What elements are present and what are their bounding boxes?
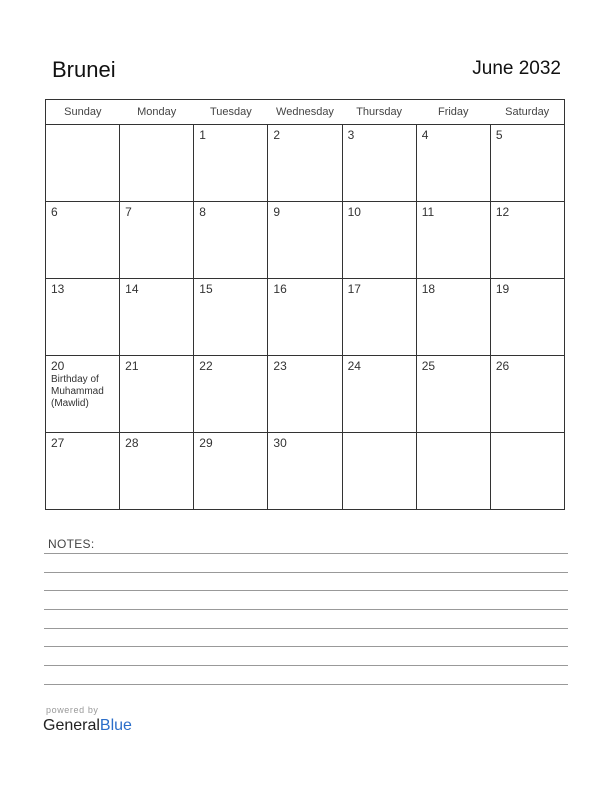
- day-number: 24: [347, 359, 361, 373]
- day-number: 6: [51, 205, 58, 219]
- day-cell: [268, 433, 342, 510]
- note-line: [44, 684, 568, 685]
- day-number: 14: [125, 282, 139, 296]
- day-number: 4: [421, 128, 429, 142]
- weekday-saturday: Saturday: [490, 100, 564, 125]
- day-number: 26: [495, 359, 510, 373]
- day-cell: [46, 279, 120, 356]
- week-row: [46, 125, 565, 202]
- day-number: 18: [421, 282, 436, 296]
- note-line: [44, 646, 568, 647]
- day-cell: [416, 356, 490, 433]
- day-number: 22: [199, 359, 213, 373]
- day-cell: [416, 279, 490, 356]
- day-cell: [268, 356, 342, 433]
- day-number: 29: [199, 436, 213, 450]
- generalblue-logo: [43, 717, 132, 735]
- day-number: 16: [273, 282, 287, 296]
- note-line: [44, 590, 568, 591]
- day-cell: [46, 202, 120, 279]
- week-row: [46, 356, 565, 433]
- day-cell: [46, 125, 120, 202]
- day-cell: [416, 433, 490, 510]
- week-row: [46, 279, 565, 356]
- day-number: 1: [199, 128, 206, 142]
- day-cell: [194, 279, 268, 356]
- day-number: 2: [273, 128, 281, 142]
- day-cell: [120, 433, 194, 510]
- day-number: 9: [273, 205, 281, 219]
- brand-general: General: [43, 717, 100, 734]
- weekday-tuesday: Tuesday: [194, 100, 268, 125]
- day-cell: [490, 202, 564, 279]
- country-title: Brunei: [52, 57, 116, 82]
- day-cell: [342, 125, 416, 202]
- weekday-friday: Friday: [416, 100, 490, 125]
- brand-blue: Blue: [99, 717, 132, 734]
- day-cell: [120, 125, 194, 202]
- note-line: [44, 628, 568, 629]
- day-number: 10: [347, 205, 361, 219]
- day-number: 7: [125, 205, 132, 219]
- weekday-monday: Monday: [120, 100, 194, 125]
- day-cell: [268, 279, 342, 356]
- day-cell: [268, 125, 342, 202]
- day-number: 21: [125, 359, 139, 373]
- day-number: 11: [421, 205, 435, 219]
- week-row: [46, 202, 565, 279]
- holiday-label: Birthday of Muhammad (Mawlid): [51, 374, 104, 409]
- day-cell: [416, 125, 490, 202]
- weekday-header-row: [46, 100, 565, 125]
- day-number: 5: [495, 128, 503, 142]
- powered-by-text: powered by: [46, 705, 99, 715]
- day-cell: [342, 279, 416, 356]
- day-cell: [342, 356, 416, 433]
- day-number: 27: [51, 436, 65, 450]
- day-cell: [490, 125, 564, 202]
- day-number: 8: [199, 205, 206, 219]
- day-number: 25: [421, 359, 436, 373]
- day-cell: [490, 279, 564, 356]
- note-line: [44, 572, 568, 573]
- note-line: [44, 609, 568, 610]
- day-cell: [490, 433, 564, 510]
- day-cell: [194, 202, 268, 279]
- day-cell: [120, 279, 194, 356]
- note-line: [44, 553, 568, 554]
- day-number: 13: [51, 282, 65, 296]
- week-row: [46, 433, 565, 510]
- day-number: 3: [347, 128, 355, 142]
- day-cell: [342, 202, 416, 279]
- day-cell: [120, 356, 194, 433]
- day-cell: [342, 433, 416, 510]
- day-cell: [194, 356, 268, 433]
- calendar-grid: [45, 99, 565, 510]
- note-line: [44, 665, 568, 666]
- day-cell: [490, 356, 564, 433]
- month-title: June 2032: [472, 58, 561, 79]
- day-number: 28: [125, 436, 139, 450]
- day-cell: [46, 356, 120, 433]
- weekday-wednesday: Wednesday: [268, 100, 342, 125]
- notes-label: NOTES:: [48, 537, 95, 551]
- day-number: 17: [347, 282, 361, 296]
- day-cell: [46, 433, 120, 510]
- day-number: 19: [495, 282, 510, 296]
- day-cell: [268, 202, 342, 279]
- day-number: 15: [199, 282, 213, 296]
- day-cell: [194, 125, 268, 202]
- day-number: 23: [273, 359, 287, 373]
- weekday-thursday: Thursday: [342, 100, 416, 125]
- day-number: 30: [273, 436, 287, 450]
- day-cell: [120, 202, 194, 279]
- day-number: 20: [51, 359, 65, 373]
- day-number: 12: [495, 205, 510, 219]
- day-cell: [416, 202, 490, 279]
- weekday-sunday: Sunday: [46, 100, 120, 125]
- day-cell: [194, 433, 268, 510]
